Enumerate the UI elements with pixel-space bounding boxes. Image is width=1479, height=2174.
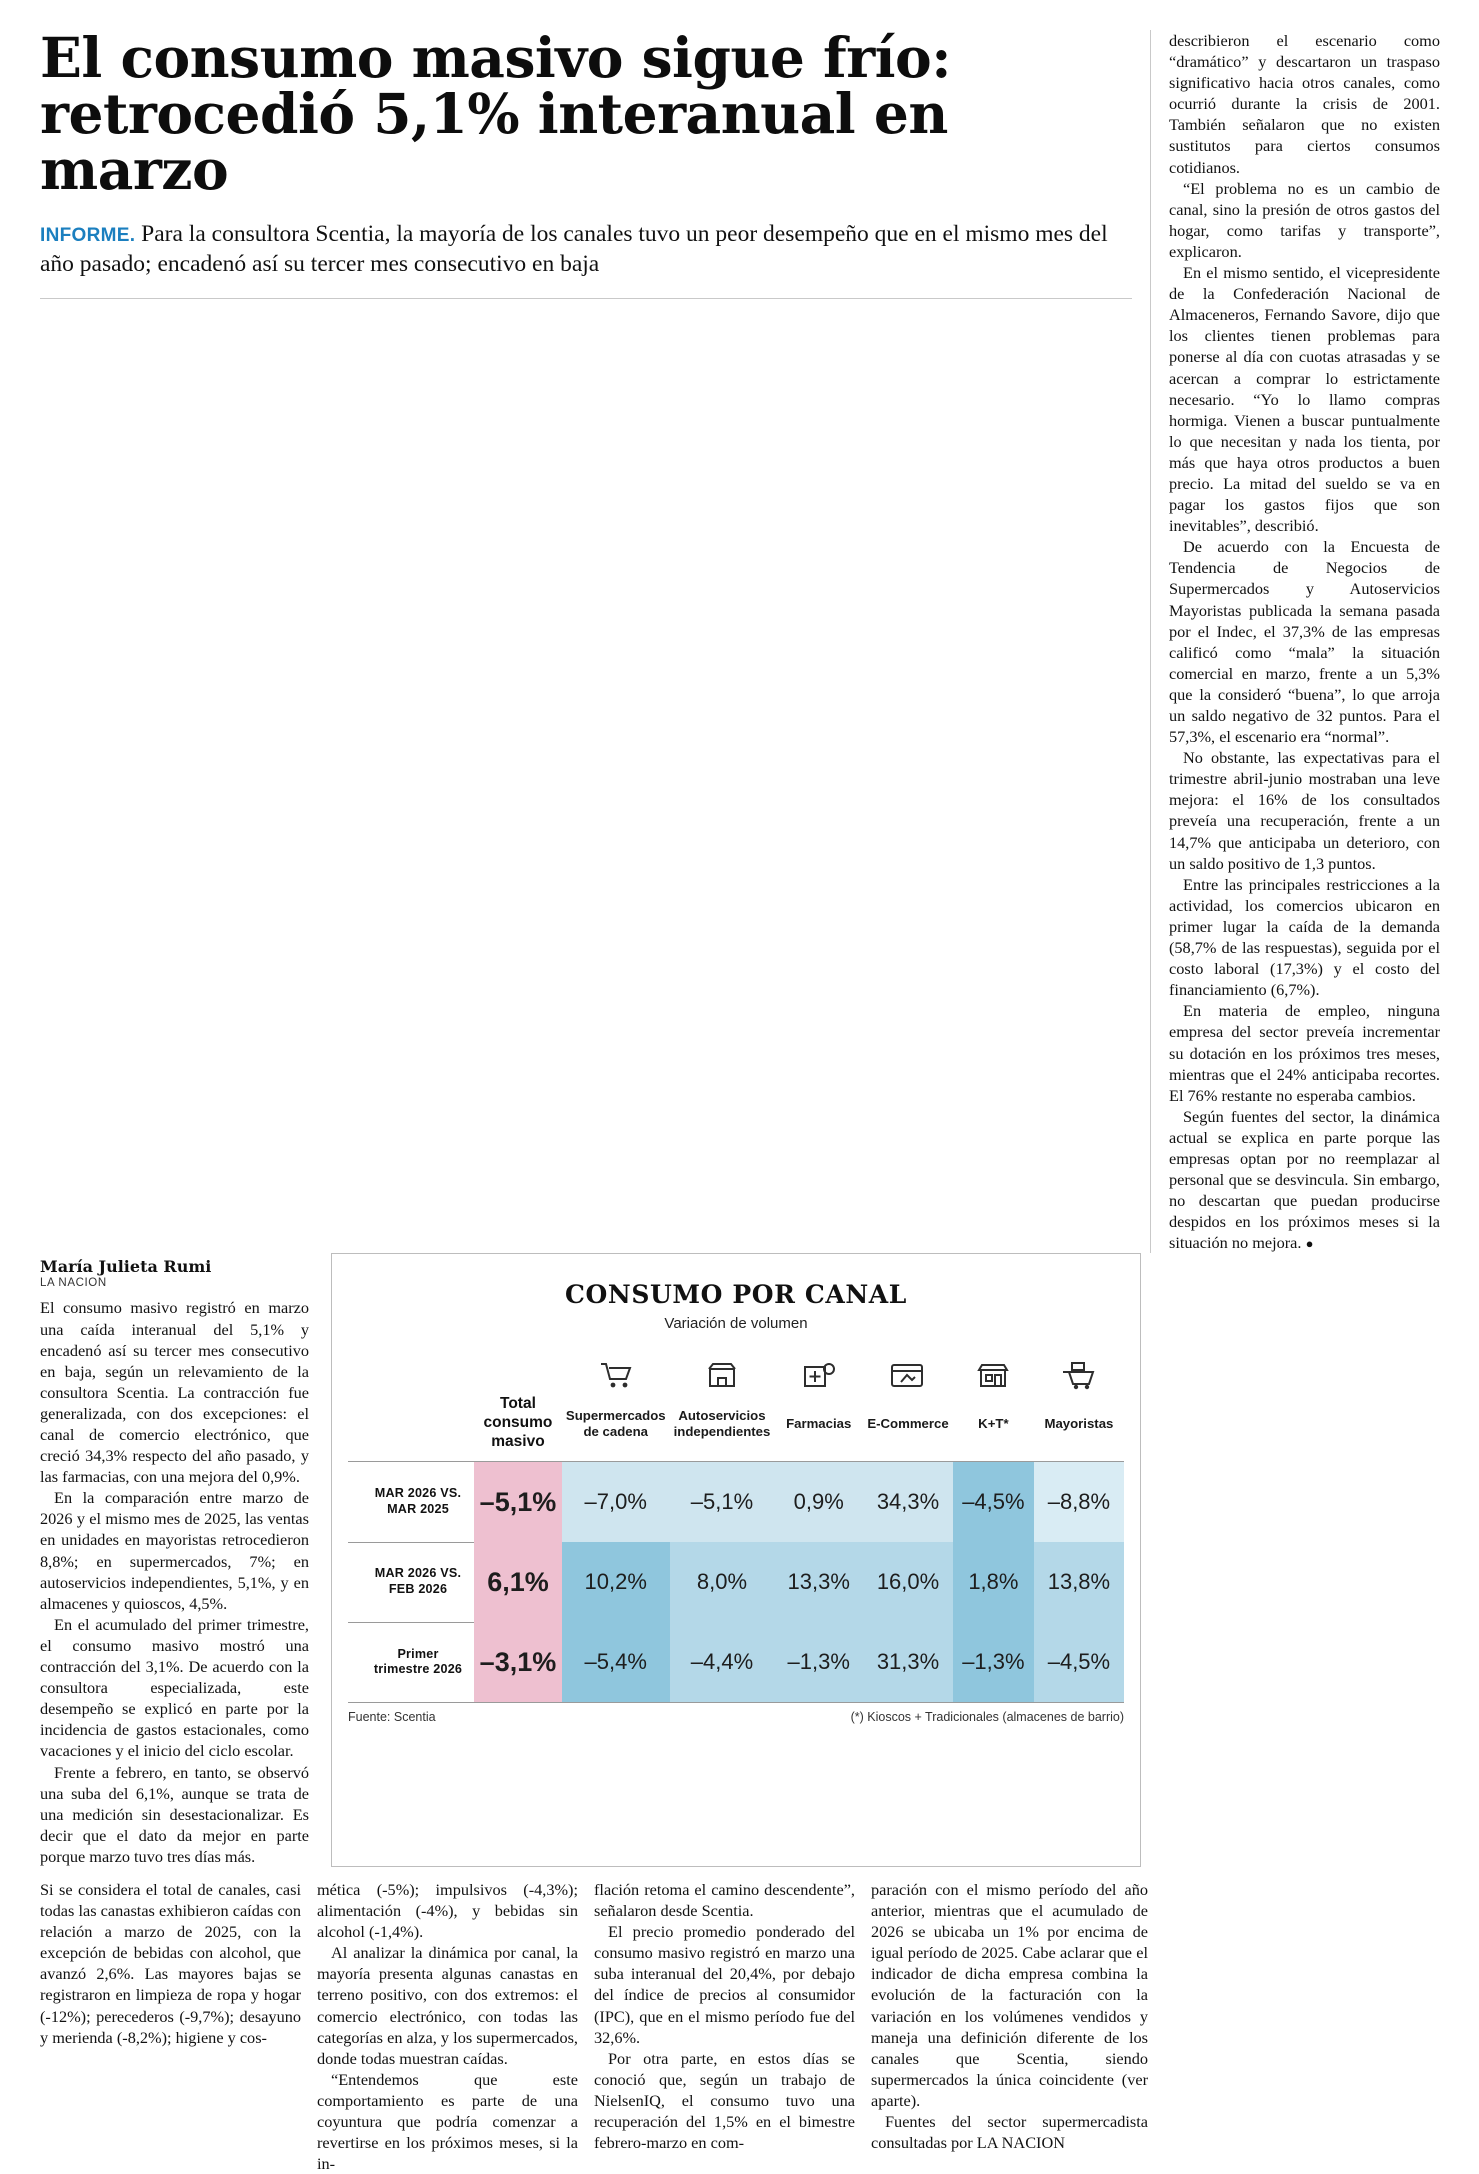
cell-value: 1,8% <box>953 1542 1034 1622</box>
standfirst <box>40 220 1132 298</box>
row-label: Primer trimestre 2026 <box>348 1622 474 1702</box>
article-column-4 <box>871 1879 1148 2174</box>
corner-cell <box>348 1352 474 1394</box>
cell-value: –7,0% <box>562 1462 670 1543</box>
paragraph: Fuentes del sector supermercadista consultadas por LA NACION <box>871 2112 1148 2153</box>
chart-subtitle: Variación de volumen <box>664 1315 808 1333</box>
chart-title: CONSUMO POR CANAL <box>565 1280 907 1310</box>
consumo-table <box>348 1352 1124 1702</box>
paragraph: flación retoma el camino descendente”, señalaron desde Scentia. <box>594 1879 855 1921</box>
paragraph: En la comparación entre marzo de 2026 y el mismo mes de 2025, las ventas en unidades en mayoristas retrocedieron 8,8%; en supermercados, 7%; en autoservicios independientes, 5,1%, y en almacenes y quioscos, 4,5%. <box>40 1488 309 1613</box>
chart-footer <box>348 1702 1124 1724</box>
pharmacy-cross-icon <box>775 1353 862 1393</box>
cell-value: –5,1% <box>474 1462 562 1543</box>
cell-value: –1,3% <box>774 1622 863 1702</box>
paragraph: paración con el mismo período del año anterior, mientras que el acumulado de 2026 se ubicaba un 1% por encima de igual período de 2025. Cabe aclarar que el indicador de dicha empresa combina la evolución de la facturación con la variación en los volúmenes vendidos y maneja una definición diferente de los canales que Scentia, siendo supermercados la única coincidente (ver aparte). <box>871 1879 1148 2110</box>
cell-value: 13,3% <box>774 1542 863 1622</box>
rail-paragraph: Entre las principales restricciones a la actividad, los comercios ubicaron en primer lugar la caída de la demanda (58,7% de las respuestas), seguida por el costo laboral (17,3%) y el costo del financiamiento (6,7%). <box>1169 874 1440 1000</box>
cell-value: –4,5% <box>1034 1622 1124 1702</box>
article-column-3 <box>594 1879 871 2174</box>
rail-paragraph: “El problema no es un cambio de canal, sino la presión de otros gastos del hogar, como tarifas y transporte”, explicaron. <box>1169 178 1440 261</box>
shopping-cart-icon <box>563 1353 669 1393</box>
rail-paragraph <box>1169 1106 1440 1254</box>
top-region <box>40 25 1445 1253</box>
cell-value: 31,3% <box>863 1622 953 1702</box>
article-column-1 <box>40 1253 325 1867</box>
table-icon-row <box>348 1352 1124 1394</box>
cell-value: 13,8% <box>1034 1542 1124 1622</box>
standfirst-text: Para la consultora Scentia, la mayoría de los canales tuvo un peor desempeño que en el mismo mes del año pasado; encadenó así su tercer mes consecutivo en baja <box>40 221 1108 277</box>
bottom-region <box>40 1879 1445 2174</box>
paragraph: En el acumulado del primer trimestre, el consumo masivo mostró una contracción del 3,1%. De acuerdo con la consultora especializada, este desempeño se explicó en parte por la incidencia de gastos estacionales, como vacaciones y el inicio del ciclo escolar. <box>40 1614 309 1761</box>
header-ecommerce <box>863 1352 953 1394</box>
column-label-mayoristas: Mayoristas <box>1044 1416 1114 1432</box>
header-farmacias <box>774 1352 863 1394</box>
rail-paragraph: En materia de empleo, ninguna empresa del sector preveía incrementar su dotación en los próximos tres meses, mientras que el 24% anticipaba recortes. El 76% restante no esperaba cambios. <box>1169 1001 1440 1105</box>
chart-footnote: (*) Kioscos + Tradicionales (almacenes de barrio) <box>850 1710 1124 1725</box>
kicker-label: INFORME. <box>40 225 136 247</box>
row-label: MAR 2026 VS. FEB 2026 <box>348 1542 474 1622</box>
header-autoservicios <box>670 1352 775 1394</box>
paragraph: Si se considera el total de canales, casi todas las canastas exhibieron caídas con relación a marzo de 2025, con la excepción de bebidas con alcohol, que avanzó 2,6%. Las mayores bajas se registraron en limpieza de ropa y hogar (-12%); perecederos (-9,7%); desayuno y merienda (-8,2%); higiene y cos- <box>40 1879 301 2047</box>
paragraph: Por otra parte, en estos días se conoció que, según un trabajo de NielsenIQ, el consumo tuvo una recuperación del 1,5% en el bimestre febrero-marzo en com- <box>594 2048 855 2153</box>
corner-cell-2 <box>348 1394 474 1461</box>
end-mark-icon: ● <box>1305 1236 1314 1252</box>
table-body <box>348 1462 1124 1703</box>
rail-paragraph: De acuerdo con la Encuesta de Tendencia de Negocios de Supermercados y Autoservicios Mayoristas publicada la semana pasada por el Indec, el 37,3% de las empresas calificó como “mala” la situación comercial en marzo, frente a un 5,3% que la consideró “buena”, lo que arroja un saldo negativo de 32 puntos. Para el 57,3%, el escenario era “normal”. <box>1169 537 1440 747</box>
byline-org: LA NACION <box>40 1277 107 1290</box>
right-rail-top <box>1150 30 1440 1253</box>
cell-value: –5,1% <box>670 1462 775 1543</box>
column-label-total: Total consumo masivo <box>483 1395 553 1450</box>
rail-paragraph: En el mismo sentido, el vicepresidente de la Confederación Nacional de Almaceneros, Fernando Savore, dijo que los clientes tienen problemas para ponerse al día con cuotas atrasadas y se acercan a comprar lo estrictamente necesario. “Yo lo llamo compras hormiga. Vienen a buscar puntualmente lo que necesitan y nada los tienta, por más que haya otros productos a buen precio. La mitad del sueldo se va en pagar los gastos fijos que son inevitables”, describió. <box>1169 263 1440 536</box>
cell-value: 0,9% <box>774 1462 863 1543</box>
header-total <box>474 1352 562 1394</box>
table-row <box>348 1462 1124 1543</box>
chart-figure <box>331 1253 1141 1867</box>
cell-value: –4,4% <box>670 1622 775 1702</box>
article-column-2 <box>317 1879 594 2174</box>
wholesale-cart-icon <box>1035 1353 1123 1393</box>
cell-value: 10,2% <box>562 1542 670 1622</box>
column-label-ecommerce: E-Commerce <box>867 1416 949 1432</box>
paragraph: El consumo masivo registró en marzo una caída interanual del 5,1% y encadenó así su tercer mes consecutivo en baja, según un relevamiento de la consultora Scentia. La contracción fue generalizada, con dos excepciones: el canal de comercio electrónico, que creció 34,3% respecto del año pasado, y las farmacias, con una mejora del 0,9%. <box>40 1298 309 1487</box>
rail-paragraph: No obstante, las expectativas para el trimestre abril-junio mostraban una leve mejora: el 16% de los consultados preveía una recuperación, frente a un 14,7% que anticipaba un deterioro, con un saldo positivo de 1,3 puntos. <box>1169 748 1440 873</box>
article-column-1-cont <box>40 1879 317 2174</box>
browser-window-icon <box>864 1353 952 1393</box>
cell-value: –1,3% <box>953 1622 1034 1702</box>
header-mayoristas <box>1034 1352 1124 1394</box>
cell-value: 6,1% <box>474 1542 562 1622</box>
cell-value: –5,4% <box>562 1622 670 1702</box>
rail-paragraph: describieron el escenario como “dramático” y descartaron un traspaso significativo hacia otros canales, como ocurrió durante la crisis de 2001. También señalaron que no existen sustitutos para ciertos consumos cotidianos. <box>1169 31 1440 177</box>
header-kt <box>953 1352 1034 1394</box>
paragraph: Al analizar la dinámica por canal, la mayoría presenta algunas canastas en terreno positivo, con dos extremos: el comercio electrónico, con todas las categorías en alza, y los supermercados, donde todas muestran caídas. <box>317 1943 578 2068</box>
row-label: MAR 2026 VS. MAR 2025 <box>348 1462 474 1543</box>
cell-value: –8,8% <box>1034 1462 1124 1543</box>
headline-zone <box>40 25 1150 1253</box>
rail-last-text: Según fuentes del sector, la dinámica actual se explica en parte porque las empresas optan por no reemplazar al personal que se desvincula. Sin embargo, no descartan que puedan producirse despidos en los próximos meses si la situación no mejora. <box>1169 1106 1440 1253</box>
storefront-small-icon <box>671 1353 774 1393</box>
header-supermercados <box>562 1352 670 1394</box>
cell-value: 34,3% <box>863 1462 953 1543</box>
paragraph: Frente a febrero, en tanto, se observó una suba del 6,1%, aunque se trata de una medición sin desestacionalizar. Es decir que el dato da mejor en parte porque marzo tuvo tres días más. <box>40 1762 309 1866</box>
paragraph: mética (-5%); impulsivos (-4,3%); alimentación (-4%), y bebidas sin alcohol (-1,4%). <box>317 1879 578 1942</box>
table-row <box>348 1622 1124 1702</box>
cell-value: –4,5% <box>953 1462 1034 1543</box>
chart-source: Fuente: Scentia <box>348 1710 436 1725</box>
kiosk-icon <box>954 1353 1033 1393</box>
cell-value: 16,0% <box>863 1542 953 1622</box>
paragraph: El precio promedio ponderado del consumo masivo registró en marzo una suba interanual del 20,4%, por debajo del índice de precios al consumidor (IPC), que en el mismo período fue del 32,6%. <box>594 1922 855 2047</box>
cell-value: –3,1% <box>474 1622 562 1702</box>
column-label-supermercados: Supermercados de cadena <box>565 1408 666 1439</box>
table-header <box>348 1352 1124 1461</box>
cell-value: 8,0% <box>670 1542 775 1622</box>
paragraph: “Entendemos que este comportamiento es parte de una coyuntura que podría comenzar a revertirse en los próximos meses, si la in- <box>317 2069 578 2174</box>
column-label-kt: K+T* <box>978 1416 1009 1432</box>
table-label-row <box>348 1394 1124 1461</box>
middle-region <box>40 1253 1445 1867</box>
column-label-autoservicios: Autoservicios independientes <box>673 1408 771 1439</box>
byline-author: María Julieta Rumi <box>40 1257 212 1277</box>
page-title: El consumo masivo sigue frío: retrocedió 5,1% interanual en marzo <box>40 25 952 203</box>
column-label-farmacias: Farmacias <box>786 1416 852 1432</box>
table-row <box>348 1542 1124 1622</box>
